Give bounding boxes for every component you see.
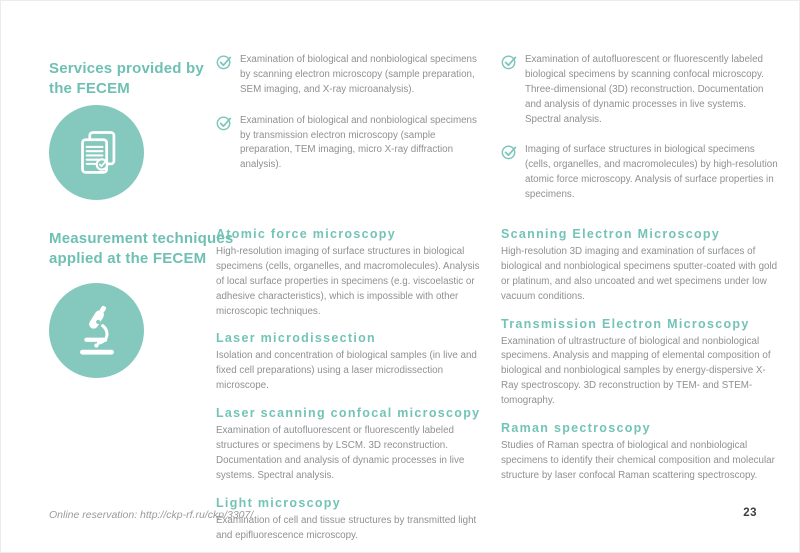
check-circle-icon xyxy=(216,54,232,70)
technique-section xyxy=(216,406,484,484)
technique-body: High-resolution 3D imaging and examination of surfaces of biological and nonbiological specimens sputter-coated with gold or platinum, and also uncoated and wet specimens under low vacuum conditions. xyxy=(501,246,778,302)
technique-section xyxy=(216,496,484,544)
service-bullet-text: Examination of autofluorescent or fluorescently labeled biological specimens by scanning confocal microscopy. Three-dimensional (3D) reconstruction. Documentation and analysis of dynamic processes in live systems. Spectral analysis. xyxy=(525,54,764,125)
technique-title: Transmission Electron Microscopy xyxy=(501,316,750,331)
technique-title: Raman spectroscopy xyxy=(501,421,651,436)
technique-body: Examination of cell and tissue structures by transmitted light and epifluorescence microscopy. xyxy=(216,514,477,541)
technique-section xyxy=(501,227,781,305)
technique-section xyxy=(501,421,781,484)
technique-body: Studies of Raman spectra of biological and nonbiological specimens to identify their chemical composition and molecular structure by laser confocal Raman scattering spectroscopy. xyxy=(501,440,775,481)
service-bullet xyxy=(216,114,484,174)
service-bullet-text: Examination of biological and nonbiological specimens by transmission electron microscopy (sample preparation, TEM imaging, micro X-ray diffraction analysis). xyxy=(240,114,477,171)
services-right-column xyxy=(501,53,779,219)
technique-title: Atomic force microscopy xyxy=(216,227,396,241)
page-number: 23 xyxy=(743,507,757,519)
technique-body: Examination of autofluorescent or fluorescently labeled structures or specimens by LSCM. 3D reconstruction. Documentation and analysis of dynamic processes in live systems. Spectral analysis. xyxy=(216,425,465,481)
technique-body: High-resolution imaging of surface structures in biological specimens (cells, organelles, and macromolecules). Analysis of local surface properties in specimens (e.g. viscoelastic or adhesive characteristics), which is impossible with other microscopic techniques. xyxy=(216,246,480,317)
service-bullet xyxy=(501,53,779,127)
service-bullet xyxy=(501,143,779,203)
technique-section xyxy=(216,331,484,394)
service-bullet xyxy=(216,53,484,98)
online-reservation-link[interactable]: Online reservation: http://ckp-rf.ru/ckp/3307/ xyxy=(49,509,254,521)
check-circle-icon xyxy=(501,54,517,70)
technique-body: Examination of ultrastructure of biological and nonbiological specimens. Analysis and mapping of elemental composition of biological and nonbiological samples by energy-dispersive X-Ray spectroscopy. 3D reconstruction by TEM- and STEM-tomography. xyxy=(501,335,771,407)
technique-title: Laser scanning confocal microscopy xyxy=(216,406,481,421)
techniques-heading: Measurement techniques applied at the FECEM xyxy=(49,230,234,268)
service-bullet-text: Imaging of surface structures in biological specimens (cells, organelles, and macromolecules) by high-resolution atomic force microscopy. Analysis of surface properties in specimens. xyxy=(525,144,778,201)
check-circle-icon xyxy=(216,115,232,131)
services-heading: Services provided by the FECEM xyxy=(49,60,204,98)
documents-check-icon xyxy=(49,105,144,200)
techniques-right-column xyxy=(501,227,781,496)
technique-title: Light microscopy xyxy=(216,495,341,510)
check-circle-icon xyxy=(501,144,517,160)
technique-title: Laser microdissection xyxy=(216,331,376,346)
technique-section xyxy=(501,317,781,409)
services-middle-column xyxy=(216,53,484,189)
technique-section xyxy=(216,227,484,319)
technique-title: Scanning Electron Microscopy xyxy=(501,227,721,241)
service-bullet-text: Examination of biological and nonbiological specimens by scanning electron microscopy (sample preparation, SEM imaging, and X-ray microanalysis). xyxy=(240,54,477,95)
microscope-icon xyxy=(49,283,144,378)
techniques-middle-column xyxy=(216,227,484,553)
technique-body: Isolation and concentration of biological samples (in live and fixed cell preparations) using a laser microdissection microscope. xyxy=(216,350,477,392)
